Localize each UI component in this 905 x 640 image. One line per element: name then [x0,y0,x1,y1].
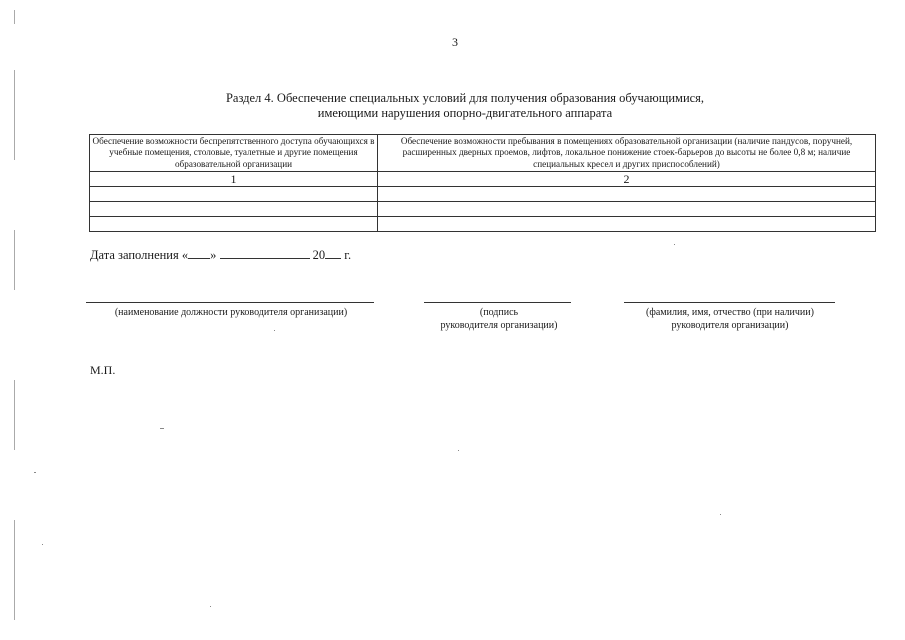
table-cell[interactable] [90,187,378,202]
table-cell[interactable] [378,217,876,232]
scan-edge-mark [14,10,15,24]
accessibility-table [89,134,876,232]
scan-speck [34,472,36,473]
scan-speck [42,544,43,545]
scan-edge-mark [14,520,15,620]
column-number: 1 [90,172,378,187]
signature-caption [414,307,584,332]
full-name-signature-line[interactable] [624,302,835,303]
signature-caption-line-1: (подпись [479,307,519,318]
table-header-cell: Обеспечение возможности пребывания в помещениях образовательной организации (наличие пандусов, поручней, расширенных дверных проемов, лифтов, локальное понижение стоек-барьеров до высоты не более 0,8 м; наличие специальных кресел и других приспособлений) [378,135,876,172]
table-row [90,217,876,232]
scan-speck [210,606,211,607]
scan-edge-mark [14,380,15,450]
page-number: 3 [452,35,458,49]
table-cell[interactable] [378,202,876,217]
stamp-place-label: М.П. [90,363,116,377]
table-row [90,187,876,202]
signature-caption-line-2: руководителя организации) [440,319,558,331]
month-blank-field[interactable] [220,247,310,259]
scan-speck [458,450,459,451]
scan-edge-mark [14,70,15,160]
scan-speck [160,428,164,429]
close-quote: » [210,248,217,262]
year-blank-field[interactable] [325,247,341,259]
name-caption [616,307,844,332]
section-title-line-2: имеющими нарушения опорно-двигательного аппарата [317,106,613,120]
position-caption: (наименование должности руководителя организации) [114,307,348,318]
open-quote: « [181,248,189,262]
scan-speck [674,244,675,245]
scan-speck [274,330,275,331]
fill-date-label: Дата заполнения [90,248,179,262]
day-blank-field[interactable] [188,247,210,259]
year-suffix: г. [344,248,352,262]
table-cell[interactable] [90,202,378,217]
name-caption-line-2: руководителя организации) [671,319,789,331]
table-header-cell: Обеспечение возможности беспрепятственного доступа обучающихся в учебные помещения, столовые, туалетные и другие помещения образовательной организации [90,135,378,172]
table-column-number-row [90,172,876,187]
signature-line[interactable] [424,302,571,303]
section-title-line-1: Раздел 4. Обеспечение специальных условий для получения образования обучающимися, [225,91,705,105]
table-cell[interactable] [378,187,876,202]
scan-speck [720,514,721,515]
name-caption-line-1: (фамилия, имя, отчество (при наличии) [646,307,814,318]
year-prefix: 20 [312,248,326,262]
fill-date-line [90,247,351,263]
table-cell[interactable] [90,217,378,232]
table-row [90,202,876,217]
table-header-row [90,135,876,172]
scan-edge-mark [14,230,15,290]
column-number: 2 [378,172,876,187]
section-title [150,91,780,121]
position-signature-line[interactable] [86,302,374,303]
